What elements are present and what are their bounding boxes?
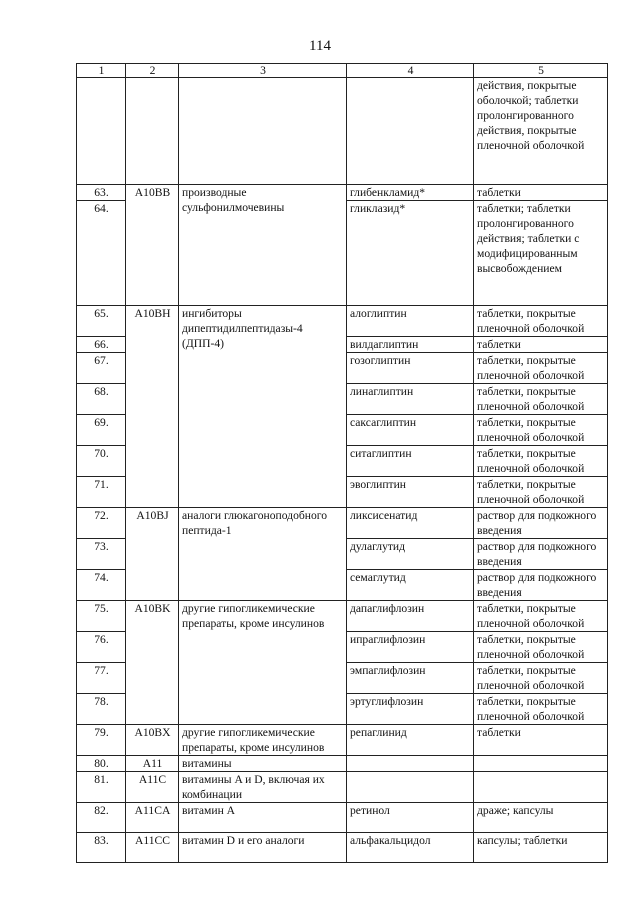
row-number: 66. xyxy=(77,337,126,353)
column-number: 1 xyxy=(77,64,126,78)
dosage-form: драже; капсулы xyxy=(474,803,608,833)
dosage-form: таблетки xyxy=(474,337,608,353)
row-number: 67. xyxy=(77,353,126,384)
atc-code: A10BJ xyxy=(126,508,179,601)
drug-name: гозоглиптин xyxy=(347,353,474,384)
group-name: витамины xyxy=(179,756,347,772)
column-number: 4 xyxy=(347,64,474,78)
dosage-form xyxy=(474,772,608,803)
table-row xyxy=(77,803,608,833)
group-name xyxy=(179,78,347,185)
group-name: ингибиторы дипептидилпептидазы-4 (ДПП-4) xyxy=(179,306,347,508)
drug-name: дулаглутид xyxy=(347,539,474,570)
table-row xyxy=(77,601,608,632)
row-number: 81. xyxy=(77,772,126,803)
drug-name: ликсисенатид xyxy=(347,508,474,539)
dosage-form: раствор для подкожного введения xyxy=(474,539,608,570)
drug-name: альфакальцидол xyxy=(347,833,474,863)
table-row xyxy=(77,756,608,772)
drug-name: эртуглифлозин xyxy=(347,694,474,725)
row-number: 69. xyxy=(77,415,126,446)
drug-name: глибенкламид* xyxy=(347,185,474,201)
group-name: витамины A и D, включая их комбинации xyxy=(179,772,347,803)
dosage-form: таблетки, покрытые пленочной оболочкой xyxy=(474,353,608,384)
row-number: 73. xyxy=(77,539,126,570)
table-row xyxy=(77,78,608,185)
drug-name xyxy=(347,772,474,803)
atc-code: A10BX xyxy=(126,725,179,756)
group-name: другие гипогликемические препараты, кроме инсулинов xyxy=(179,601,347,725)
table-row xyxy=(77,185,608,201)
atc-code: A11C xyxy=(126,772,179,803)
row-number: 79. xyxy=(77,725,126,756)
row-number: 64. xyxy=(77,201,126,306)
column-number: 3 xyxy=(179,64,347,78)
drug-name: дапаглифлозин xyxy=(347,601,474,632)
row-number: 68. xyxy=(77,384,126,415)
row-number: 80. xyxy=(77,756,126,772)
table-row xyxy=(77,306,608,337)
atc-code: A11CA xyxy=(126,803,179,833)
drug-name: гликлазид* xyxy=(347,201,474,306)
dosage-form: таблетки, покрытые пленочной оболочкой xyxy=(474,694,608,725)
drug-name: саксаглиптин xyxy=(347,415,474,446)
dosage-form: раствор для подкожного введения xyxy=(474,570,608,601)
drug-name: эвоглиптин xyxy=(347,477,474,508)
row-number: 74. xyxy=(77,570,126,601)
drug-name: ретинол xyxy=(347,803,474,833)
row-number: 63. xyxy=(77,185,126,201)
row-number xyxy=(77,78,126,185)
group-name: аналоги глюкагоноподобного пептида-1 xyxy=(179,508,347,601)
row-number: 65. xyxy=(77,306,126,337)
atc-code: A10BK xyxy=(126,601,179,725)
table-row xyxy=(77,772,608,803)
column-number: 2 xyxy=(126,64,179,78)
group-name: витамин A xyxy=(179,803,347,833)
page-number: 114 xyxy=(309,38,331,54)
drug-name: алоглиптин xyxy=(347,306,474,337)
dosage-form xyxy=(474,756,608,772)
dosage-form: таблетки, покрытые пленочной оболочкой xyxy=(474,306,608,337)
row-number: 70. xyxy=(77,446,126,477)
dosage-form: таблетки, покрытые пленочной оболочкой xyxy=(474,632,608,663)
dosage-form: таблетки; таблетки пролонгированного действия; таблетки с модифицированным высвобождением xyxy=(474,201,608,306)
row-number: 71. xyxy=(77,477,126,508)
drug-name: ипраглифлозин xyxy=(347,632,474,663)
table-row xyxy=(77,508,608,539)
group-name: витамин D и его аналоги xyxy=(179,833,347,863)
row-number: 75. xyxy=(77,601,126,632)
row-number: 77. xyxy=(77,663,126,694)
row-number: 76. xyxy=(77,632,126,663)
atc-code xyxy=(126,78,179,185)
atc-code: A11 xyxy=(126,756,179,772)
atc-code: A11CC xyxy=(126,833,179,863)
table-row xyxy=(77,725,608,756)
drug-name: репаглинид xyxy=(347,725,474,756)
dosage-form: таблетки xyxy=(474,185,608,201)
group-name: другие гипогликемические препараты, кроме инсулинов xyxy=(179,725,347,756)
dosage-form: капсулы; таблетки xyxy=(474,833,608,863)
dosage-form: действия, покрытые оболочкой; таблетки пролонгированного действия, покрытые пленочной оболочкой xyxy=(474,78,608,185)
dosage-form: таблетки, покрытые пленочной оболочкой xyxy=(474,601,608,632)
dosage-form: таблетки, покрытые пленочной оболочкой xyxy=(474,384,608,415)
drug-list-table xyxy=(76,63,608,863)
table-row xyxy=(77,833,608,863)
dosage-form: таблетки, покрытые пленочной оболочкой xyxy=(474,415,608,446)
column-number: 5 xyxy=(474,64,608,78)
dosage-form: таблетки, покрытые пленочной оболочкой xyxy=(474,477,608,508)
dosage-form: таблетки xyxy=(474,725,608,756)
atc-code: A10BB xyxy=(126,185,179,306)
dosage-form: таблетки, покрытые пленочной оболочкой xyxy=(474,446,608,477)
column-number-row xyxy=(77,64,608,78)
atc-code: A10BH xyxy=(126,306,179,508)
dosage-form: раствор для подкожного введения xyxy=(474,508,608,539)
row-number: 78. xyxy=(77,694,126,725)
drug-name: линаглиптин xyxy=(347,384,474,415)
row-number: 83. xyxy=(77,833,126,863)
row-number: 82. xyxy=(77,803,126,833)
row-number: 72. xyxy=(77,508,126,539)
drug-name: эмпаглифлозин xyxy=(347,663,474,694)
drug-name: ситаглиптин xyxy=(347,446,474,477)
drug-name xyxy=(347,756,474,772)
drug-name: семаглутид xyxy=(347,570,474,601)
group-name: производные сульфонилмочевины xyxy=(179,185,347,306)
dosage-form: таблетки, покрытые пленочной оболочкой xyxy=(474,663,608,694)
drug-name xyxy=(347,78,474,185)
drug-name: вилдаглиптин xyxy=(347,337,474,353)
